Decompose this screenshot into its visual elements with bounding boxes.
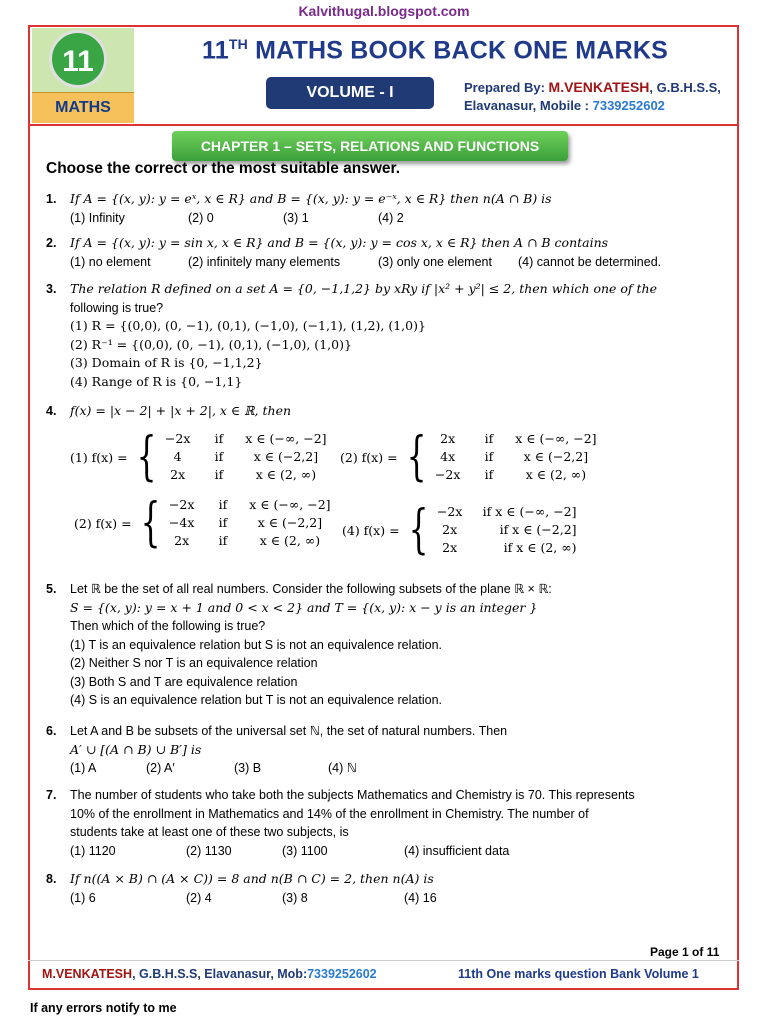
question-text: If A = {(x, y): y = sin x, x ∈ R} and B = {(x, y): y = cos x, x ∈ R} then A ∩ B contains (70, 235, 609, 250)
options (70, 759, 726, 778)
piecewise-cell: −2x (164, 431, 191, 446)
option-1-piecewise (70, 427, 333, 487)
piecewise-table (435, 503, 583, 557)
option-1: (1) no element (70, 254, 151, 269)
option-3: (3) Domain of R is {0, −1,1,2} (70, 355, 263, 370)
option-4: (4) S is an equivalence relation but T is not an equivalence relation. (70, 693, 442, 707)
option-2: (2) R⁻¹ = {(0,0), (0, −1), (0,1), (−1,0), (1,0)} (70, 336, 352, 352)
options (70, 209, 726, 228)
piecewise-row (167, 514, 337, 532)
author-contact: Elavanasur, Mobile : 7339252602 (464, 98, 665, 113)
left-brace-icon: { (406, 427, 427, 487)
question-2: 2. If A = {(x, y): y = sin x, x ∈ R} and B = {(x, y): y = cos x, x ∈ R} then A ∩ B contains (1) no element (2) infinitely many elements (3) only one element (4) cannot be determined. (46, 234, 726, 271)
piecewise-cell: if (484, 467, 494, 482)
option-3-piecewise (74, 493, 337, 553)
option-1: (1) A (70, 761, 97, 775)
piecewise-row (163, 466, 333, 484)
option-4: (4) Range of R is {0, −1,1} (70, 373, 243, 389)
option-4-piecewise (342, 500, 583, 560)
piecewise-row (435, 539, 583, 557)
instruction-text: Choose the correct or the most suitable answer. (46, 160, 401, 177)
option-2: (2) 1130 (186, 843, 232, 858)
option-2: (2) Neither S nor T is an equivalence relation (70, 656, 318, 670)
piecewise-row (433, 430, 603, 448)
question-text: f(x) = |x − 2| + |x + 2|, x ∈ ℝ, then (70, 403, 292, 418)
option-3: (3) B (234, 761, 262, 775)
question-text: Let A and B be subsets of the universal set ℕ, the set of natural numbers. Then (70, 724, 508, 738)
piecewise-cell: x ∈ (−2,2] (253, 449, 319, 464)
option-1: (1) 6 (70, 890, 96, 905)
option-3: (3) Both S and T are equivalence relation (70, 674, 298, 689)
question-set-definition: S = {(x, y): y = x + 1 and 0 < x < 2} and T = {(x, y): x − y is an integer } (70, 599, 538, 615)
piecewise-cell: 2x (174, 533, 190, 548)
option-2: (2) 0 (188, 210, 214, 225)
piecewise-cell: x ∈ (2, ∞) (259, 533, 321, 548)
option-4: (4) cannot be determined. (518, 254, 662, 269)
subject-label: MATHS (32, 92, 134, 123)
prepared-by: Prepared By: M.VENKATESH, G.B.H.S.S, (464, 79, 721, 95)
option-label: (1) f(x) = (70, 449, 128, 465)
piecewise-cell: x ∈ (2, ∞) (525, 467, 587, 482)
option-2: (2) infinitely many elements (188, 254, 341, 269)
options (70, 253, 726, 272)
piecewise-cell: 2x (170, 467, 186, 482)
question-text: The relation R defined on a set A = {0, −1,1,2} by xRy if |x² + y²| ≤ 2, then which one of the (70, 281, 658, 296)
site-url[interactable]: Kalvithugal.blogspot.com (298, 3, 470, 19)
footer-bank-title: 11th One marks question Bank Volume 1 (458, 967, 699, 981)
option-4: (4) 16 (404, 890, 437, 905)
error-notice: If any errors notify to me (30, 1001, 177, 1015)
header-divider (28, 124, 739, 126)
option-4: (4) insufficient data (404, 843, 510, 858)
piecewise-table (167, 496, 337, 550)
option-label: (4) f(x) = (342, 522, 400, 538)
left-brace-icon: { (136, 427, 157, 487)
option-3: (3) 8 (282, 890, 308, 905)
options (70, 842, 726, 861)
question-text: If n((A × B) ∩ (A × C)) = 8 and n(B ∩ C) = 2, then n(A) is (70, 871, 434, 886)
piecewise-cell: −2x (168, 497, 195, 512)
piecewise-cell: −2x (436, 504, 463, 519)
piecewise-cell: if (218, 497, 228, 512)
option-2-piecewise (340, 427, 603, 487)
question-1: 1. If A = {(x, y): y = eˣ, x ∈ R} and B = {(x, y): y = e⁻ˣ, x ∈ R} then n(A ∩ B) is (1) Infinity (2) 0 (3) 1 (4) 2 (46, 190, 726, 227)
piecewise-row (435, 521, 583, 539)
piecewise-cell: 2x (440, 431, 456, 446)
question-text: The number of students who take both the subjects Mathematics and Chemistry is 70. This represents (70, 788, 635, 802)
piecewise-cell: −2x (434, 467, 461, 482)
piecewise-cell: −4x (168, 515, 195, 530)
piecewise-row (433, 466, 603, 484)
option-label: (2) f(x) = (340, 449, 398, 465)
piecewise-cell: x ∈ (2, ∞) (255, 467, 317, 482)
question-7: 7. The number of students who take both the subjects Mathematics and Chemistry is 70. This represents 10% of the enrollment in Mathematics and 14% of the enrollment in Chemistry. The number of students take at least one of these two subjects, is (1) 1120 (2) 1130 (3) 1100 (4) insufficient data (46, 786, 726, 860)
question-3: 3. The relation R defined on a set A = {0, −1,1,2} by xRy if |x² + y²| ≤ 2, then which one of the following is true? (1) R = {(0,0), (0, −1), (0,1), (−1,0), (−1,1), (1,2), (1,0)} (2) R⁻¹ = {(0,0), (0, −1), (0,1), (−1,0), (1,0)} (3) Domain of R is {0, −1,1,2} (4) Range of R is {0, −1,1} (46, 280, 726, 391)
piecewise-cell: if x ∈ (2, ∞) (503, 540, 577, 555)
option-4: (4) ℕ (328, 761, 357, 775)
question-prompt: Then which of the following is true? (70, 619, 266, 633)
option-1: (1) T is an equivalence relation but S is not an equivalence relation. (70, 637, 442, 652)
piecewise-cell: x ∈ (−∞, −2] (249, 497, 331, 512)
option-3: (3) only one element (378, 254, 492, 269)
question-text-continued: following is true? (70, 300, 164, 315)
option-label: (2) f(x) = (74, 515, 132, 531)
piecewise-cell: if (214, 467, 224, 482)
piecewise-cell: if (218, 515, 228, 530)
question-text-line-2: 10% of the enrollment in Mathematics and 14% of the enrollment in Chemistry. The number of (70, 806, 589, 821)
page-number: Page 1 of 11 (650, 945, 720, 959)
piecewise-row (163, 430, 333, 448)
piecewise-cell: if x ∈ (−∞, −2] (482, 504, 577, 519)
option-1: (1) Infinity (70, 210, 125, 225)
piecewise-table (433, 430, 603, 484)
piecewise-cell: 4 (173, 449, 182, 464)
piecewise-cell: x ∈ (−∞, −2] (515, 431, 597, 446)
left-brace-icon: { (408, 500, 429, 560)
piecewise-cell: 2x (442, 540, 458, 555)
question-4: 4. f(x) = |x − 2| + |x + 2|, x ∈ ℝ, then (46, 402, 726, 421)
piecewise-table (163, 430, 333, 484)
piecewise-cell: if (484, 449, 494, 464)
piecewise-cell: if (484, 431, 494, 446)
piecewise-row (163, 448, 333, 466)
option-3: (3) 1 (283, 210, 309, 225)
question-text-line-3: students take at least one of these two subjects, is (70, 825, 349, 839)
footer-divider (28, 960, 739, 961)
piecewise-cell: x ∈ (−∞, −2] (245, 431, 327, 446)
piecewise-cell: if (218, 533, 228, 548)
option-4: (4) 2 (378, 210, 404, 225)
piecewise-cell: if x ∈ (−2,2] (499, 522, 577, 537)
class-number-badge: 11 (49, 30, 107, 88)
piecewise-row (435, 503, 583, 521)
piecewise-row (167, 532, 337, 550)
footer-author: M.VENKATESH, G.B.H.S.S, Elavanasur, Mob:7339252602 (42, 967, 377, 981)
piecewise-cell: 2x (442, 522, 458, 537)
question-5: 5. Let ℝ be the set of all real numbers. Consider the following subsets of the plane ℝ × ℝ: S = {(x, y): y = x + 1 and 0 < x < 2} and T = {(x, y): x − y is an integer } Then which of the following is true? (1) T is an equivalence relation but S is not an equivalence relation. (2) Neither S nor T is an equivalence relation (3) Both S and T are equivalence relation (4) S is an equivalence relation but T is not an equivalence relation. (46, 580, 726, 710)
page-title: 11TH MATHS BOOK BACK ONE MARKS (202, 36, 668, 65)
question-text: If A = {(x, y): y = eˣ, x ∈ R} and B = {(x, y): y = e⁻ˣ, x ∈ R} then n(A ∩ B) is (70, 191, 552, 206)
chapter-banner: CHAPTER 1 – SETS, RELATIONS AND FUNCTIONS (172, 131, 568, 161)
piecewise-cell: x ∈ (−2,2] (523, 449, 589, 464)
option-2: (2) 4 (186, 890, 212, 905)
options (70, 889, 726, 908)
piecewise-cell: if (214, 449, 224, 464)
option-2: (2) A′ (146, 761, 175, 775)
piecewise-row (167, 496, 337, 514)
left-brace-icon: { (140, 493, 161, 553)
question-8: 8. If n((A × B) ∩ (A × C)) = 8 and n(B ∩ C) = 2, then n(A) is (1) 6 (2) 4 (3) 8 (4) 16 (46, 870, 726, 907)
option-1: (1) R = {(0,0), (0, −1), (0,1), (−1,0), (−1,1), (1,2), (1,0)} (70, 318, 426, 333)
piecewise-cell: x ∈ (−2,2] (257, 515, 323, 530)
question-6: 6. Let A and B be subsets of the universal set ℕ, the set of natural numbers. Then A′ ∪ [(A ∩ B) ∪ B′] is (1) A (2) A′ (3) B (4) ℕ (46, 722, 726, 778)
piecewise-row (433, 448, 603, 466)
question-text: Let ℝ be the set of all real numbers. Consider the following subsets of the plane ℝ × ℝ: (70, 582, 552, 596)
option-1: (1) 1120 (70, 843, 116, 858)
piecewise-cell: 4x (440, 449, 456, 464)
piecewise-cell: if (214, 431, 224, 446)
volume-badge: VOLUME - I (266, 77, 434, 109)
option-3: (3) 1100 (282, 843, 328, 858)
question-expression: A′ ∪ [(A ∩ B) ∪ B′] is (70, 741, 202, 757)
